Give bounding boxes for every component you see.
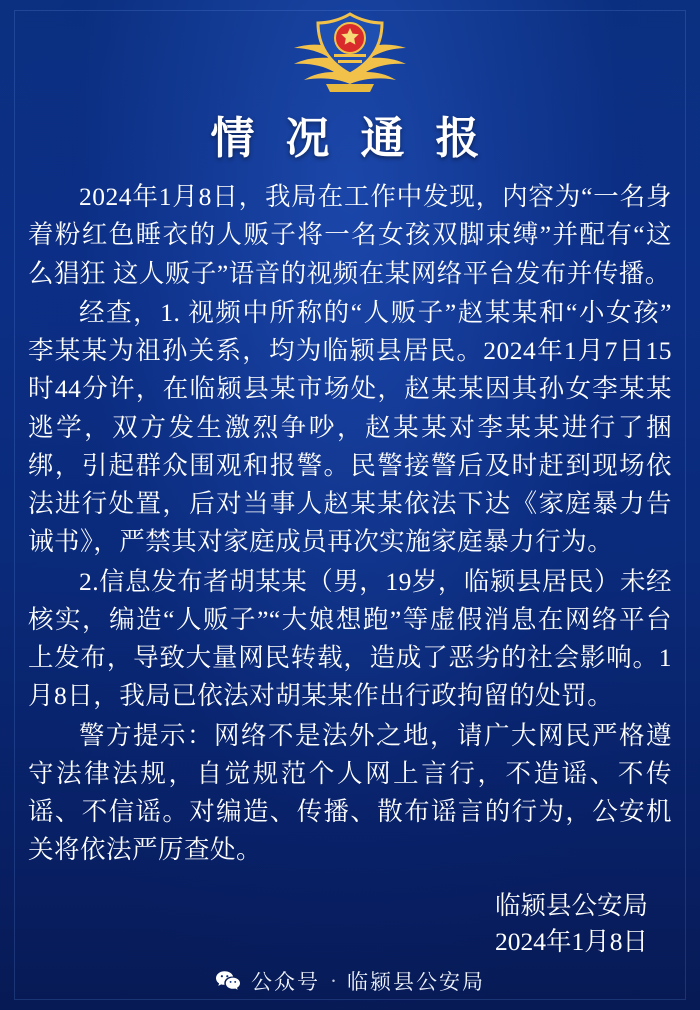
notice-body bbox=[28, 178, 672, 870]
signature-organization: 临颍县公安局 bbox=[494, 890, 648, 920]
paragraph-2: 经查，1. 视频中所称的“人贩子”赵某某和“小女孩”李某某为祖孙关系，均为临颍县居民。2024年1月7日15时44分许，在临颍县某市场处，赵某某因其孙女李某某逃学，双方发生激烈争吵，赵某某对李某某进行了捆绑，引起群众围观和报警。民警接警后及时赶到现场依法进行处置，后对当事人赵某某依法下达《家庭暴力告诫书》，严禁其对家庭成员再次实施家庭暴力行为。 bbox=[28, 297, 672, 557]
signature-block bbox=[28, 888, 672, 962]
emblem-container bbox=[28, 0, 672, 100]
footer-attribution bbox=[0, 966, 700, 996]
paragraph-1: 2024年1月8日，我局在工作中发现，内容为“一名身着粉红色睡衣的人贩子将一名女孩双脚束缚”并配有“这么猖狂 这人贩子”语音的视频在某网络平台发布并传播。 bbox=[28, 182, 672, 288]
signature-date: 2024年1月8日 bbox=[494, 927, 648, 957]
china-police-badge-icon bbox=[286, 8, 414, 100]
paragraph-4: 警方提示：网络不是法外之地，请广大网民严格遵守法律法规，自觉规范个人网上言行，不造谣、不传谣、不信谣。对编造、传播、散布谣言的行为，公安机关将依法严厉查处。 bbox=[28, 720, 672, 865]
paragraph-3: 2.信息发布者胡某某（男，19岁，临颍县居民）未经核实，编造“人贩子”“大娘想跑”等虚假消息在网络平台上发布，导致大量网民转载，造成了恶劣的社会影响。1月8日，我局已依法对胡某某作出行政拘留的处罚。 bbox=[28, 566, 672, 711]
footer-platform: 公众号 bbox=[251, 970, 320, 994]
wechat-icon bbox=[215, 970, 241, 992]
page-title: 情 况 通 报 bbox=[210, 114, 490, 163]
footer-separator: · bbox=[330, 968, 337, 993]
footer-account: 临颍县公安局 bbox=[347, 970, 485, 994]
